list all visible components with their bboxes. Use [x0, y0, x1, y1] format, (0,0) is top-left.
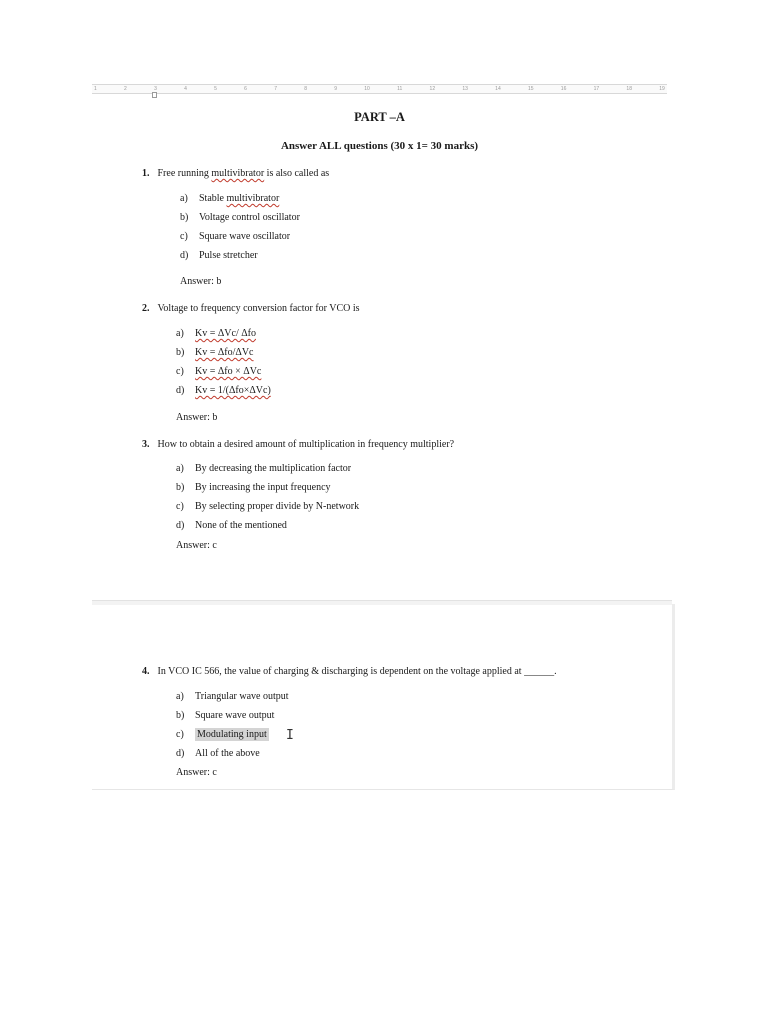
ruler-tick: 16	[560, 86, 567, 92]
document-page-1[interactable]	[92, 96, 667, 600]
question-number: 2.	[142, 303, 150, 314]
horizontal-ruler[interactable]	[92, 84, 667, 94]
ruler-tick: 15	[527, 86, 534, 92]
option-label: c)	[176, 729, 184, 740]
option-text: Voltage control oscillator	[199, 212, 300, 223]
question-1	[142, 168, 329, 179]
answer-4: Answer: c	[176, 767, 217, 778]
option-2c	[176, 366, 261, 377]
ruler-tick: 6	[244, 86, 247, 92]
answer-3: Answer: c	[176, 540, 217, 551]
selected-text-highlight[interactable]: Modulating input	[197, 729, 267, 740]
option-label: a)	[176, 328, 184, 339]
option-label: d)	[176, 748, 185, 759]
ruler-tick: 8	[304, 86, 307, 92]
document-page-2[interactable]	[92, 604, 675, 790]
option-4a	[176, 691, 289, 702]
ruler-tick: 4	[184, 86, 187, 92]
option-text: By increasing the input frequency	[195, 482, 331, 493]
option-label: a)	[176, 691, 184, 702]
option-text: Square wave output	[195, 710, 275, 721]
option-text: Pulse stretcher	[199, 250, 258, 261]
ruler-tick: 11	[397, 86, 403, 92]
question-2	[142, 303, 360, 314]
ruler-tick: 19	[659, 86, 665, 92]
ruler-tick: 9	[334, 86, 338, 92]
formula-text: Kv = Δfo × ΔVc	[195, 366, 262, 377]
spellcheck-word: multivibrator	[211, 168, 265, 179]
option-label: d)	[176, 385, 185, 396]
option-label: b)	[176, 482, 185, 493]
option-label: d)	[176, 520, 185, 531]
option-label: a)	[180, 193, 188, 204]
question-text: How to obtain a desired amount of multiplication in frequency multiplier?	[157, 439, 455, 450]
option-text: Stable	[199, 193, 227, 204]
question-number: 3.	[142, 439, 150, 450]
option-text: By decreasing the multiplication factor	[195, 463, 352, 474]
ruler-tick: 10	[364, 86, 370, 92]
question-text: is also called as	[264, 168, 330, 179]
option-text: By selecting proper divide by N-network	[195, 501, 360, 512]
option-4d	[176, 748, 260, 759]
ruler-tick: 2	[124, 86, 127, 92]
question-number: 4.	[142, 666, 150, 677]
ruler-tick: 13	[462, 86, 468, 92]
part-title: PART –A	[354, 110, 405, 124]
option-3a	[176, 463, 351, 474]
option-label: b)	[176, 347, 185, 358]
option-3b	[176, 482, 331, 493]
option-text: Triangular wave output	[195, 691, 289, 702]
option-1a	[180, 193, 279, 204]
ruler-tick: 12	[429, 86, 436, 92]
question-text: Free running	[157, 168, 212, 179]
answer-2: Answer: b	[176, 412, 218, 423]
option-label: c)	[180, 231, 188, 242]
option-2a	[176, 328, 256, 339]
option-label: c)	[176, 366, 184, 377]
ruler-tick: 5	[214, 86, 217, 92]
option-2d	[176, 385, 271, 396]
text-cursor-icon: I	[286, 728, 294, 743]
formula-text: Kv = ΔVc/ Δfo	[195, 328, 256, 339]
answer-1: Answer: b	[180, 276, 222, 287]
question-text: In VCO IC 566, the value of charging & discharging is dependent on the voltage applied at ______.	[157, 666, 557, 677]
option-label: b)	[176, 710, 185, 721]
ruler-tick: 18	[626, 86, 632, 92]
option-3d	[176, 520, 287, 531]
option-text: None of the mentioned	[195, 520, 287, 531]
option-2b	[176, 347, 254, 358]
formula-text: Kv = 1/(Δfo×ΔVc)	[195, 385, 271, 396]
ruler-tick: 1	[94, 86, 97, 92]
option-1b	[180, 212, 300, 223]
formula-text: Kv = Δfo/ΔVc	[195, 347, 254, 358]
question-4	[142, 666, 557, 677]
option-4c	[176, 729, 269, 740]
spellcheck-word: multivibrator	[226, 193, 280, 204]
question-3	[142, 439, 454, 450]
instructions-heading: Answer ALL questions (30 x 1= 30 marks)	[280, 140, 479, 152]
question-text: Voltage to frequency conversion factor for VCO is	[157, 303, 360, 314]
option-label: a)	[176, 463, 184, 474]
option-label: d)	[180, 250, 189, 261]
option-label: c)	[176, 501, 184, 512]
question-number: 1.	[142, 168, 150, 179]
option-text: Square wave oscillator	[199, 231, 291, 242]
ruler-tick: 14	[495, 86, 501, 92]
option-label: b)	[180, 212, 189, 223]
option-1d	[180, 250, 258, 261]
option-1c	[180, 231, 290, 242]
ruler-tick: 17	[593, 86, 600, 92]
option-text: All of the above	[195, 748, 260, 759]
ruler-tick: 7	[274, 86, 277, 92]
option-4b	[176, 710, 274, 721]
option-3c	[176, 501, 359, 512]
ruler-tick: 3	[154, 86, 157, 92]
